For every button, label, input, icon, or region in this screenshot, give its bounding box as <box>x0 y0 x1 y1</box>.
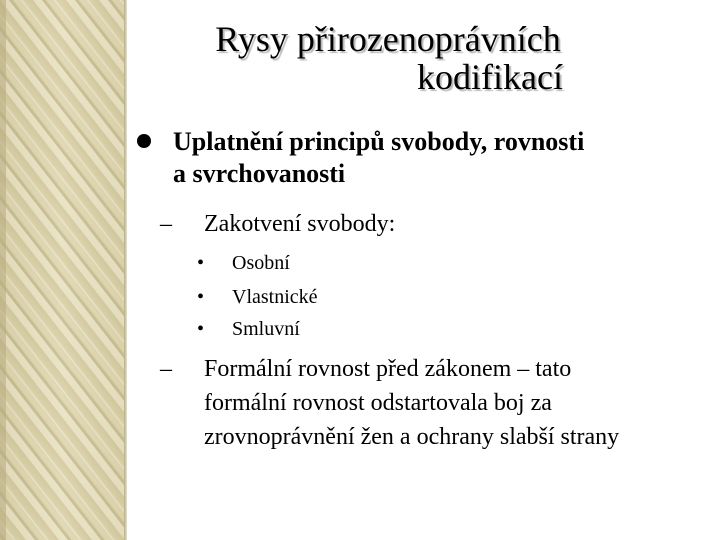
dot-bullet-3: • <box>197 318 205 340</box>
dot-bullet-2: • <box>197 286 205 308</box>
list-item-smluvni: Smluvní <box>232 318 300 340</box>
dash-bullet-1: – <box>160 211 172 237</box>
round-bullet-icon <box>137 134 151 148</box>
dot-bullet-1: • <box>197 252 205 274</box>
title-line-2: kodifikací <box>417 57 563 97</box>
panel-edge-line <box>124 0 127 540</box>
dash-bullet-2: – <box>160 356 172 382</box>
sub-bullet-freedom: Zakotvení svobody: <box>204 211 396 237</box>
sub-bullet-equality-line-3: zrovnoprávnění žen a ochrany slabší strany <box>204 424 620 450</box>
decorative-left-panel <box>0 0 124 540</box>
bullet-1-line-2: a svrchovanosti <box>173 159 346 188</box>
slide-title <box>140 20 700 96</box>
list-item-vlastnicke: Vlastnické <box>232 286 318 308</box>
sub-bullet-equality-line-1: Formální rovnost před zákonem – tato <box>204 356 572 382</box>
list-item-osobni: Osobní <box>232 252 290 274</box>
bullet-1-line-1: Uplatnění principů svobody, rovnosti <box>173 127 585 156</box>
sub-bullet-equality-line-2: formální rovnost odstartovala boj za <box>204 390 552 416</box>
title-line-1: Rysy přirozenoprávních <box>215 19 561 59</box>
